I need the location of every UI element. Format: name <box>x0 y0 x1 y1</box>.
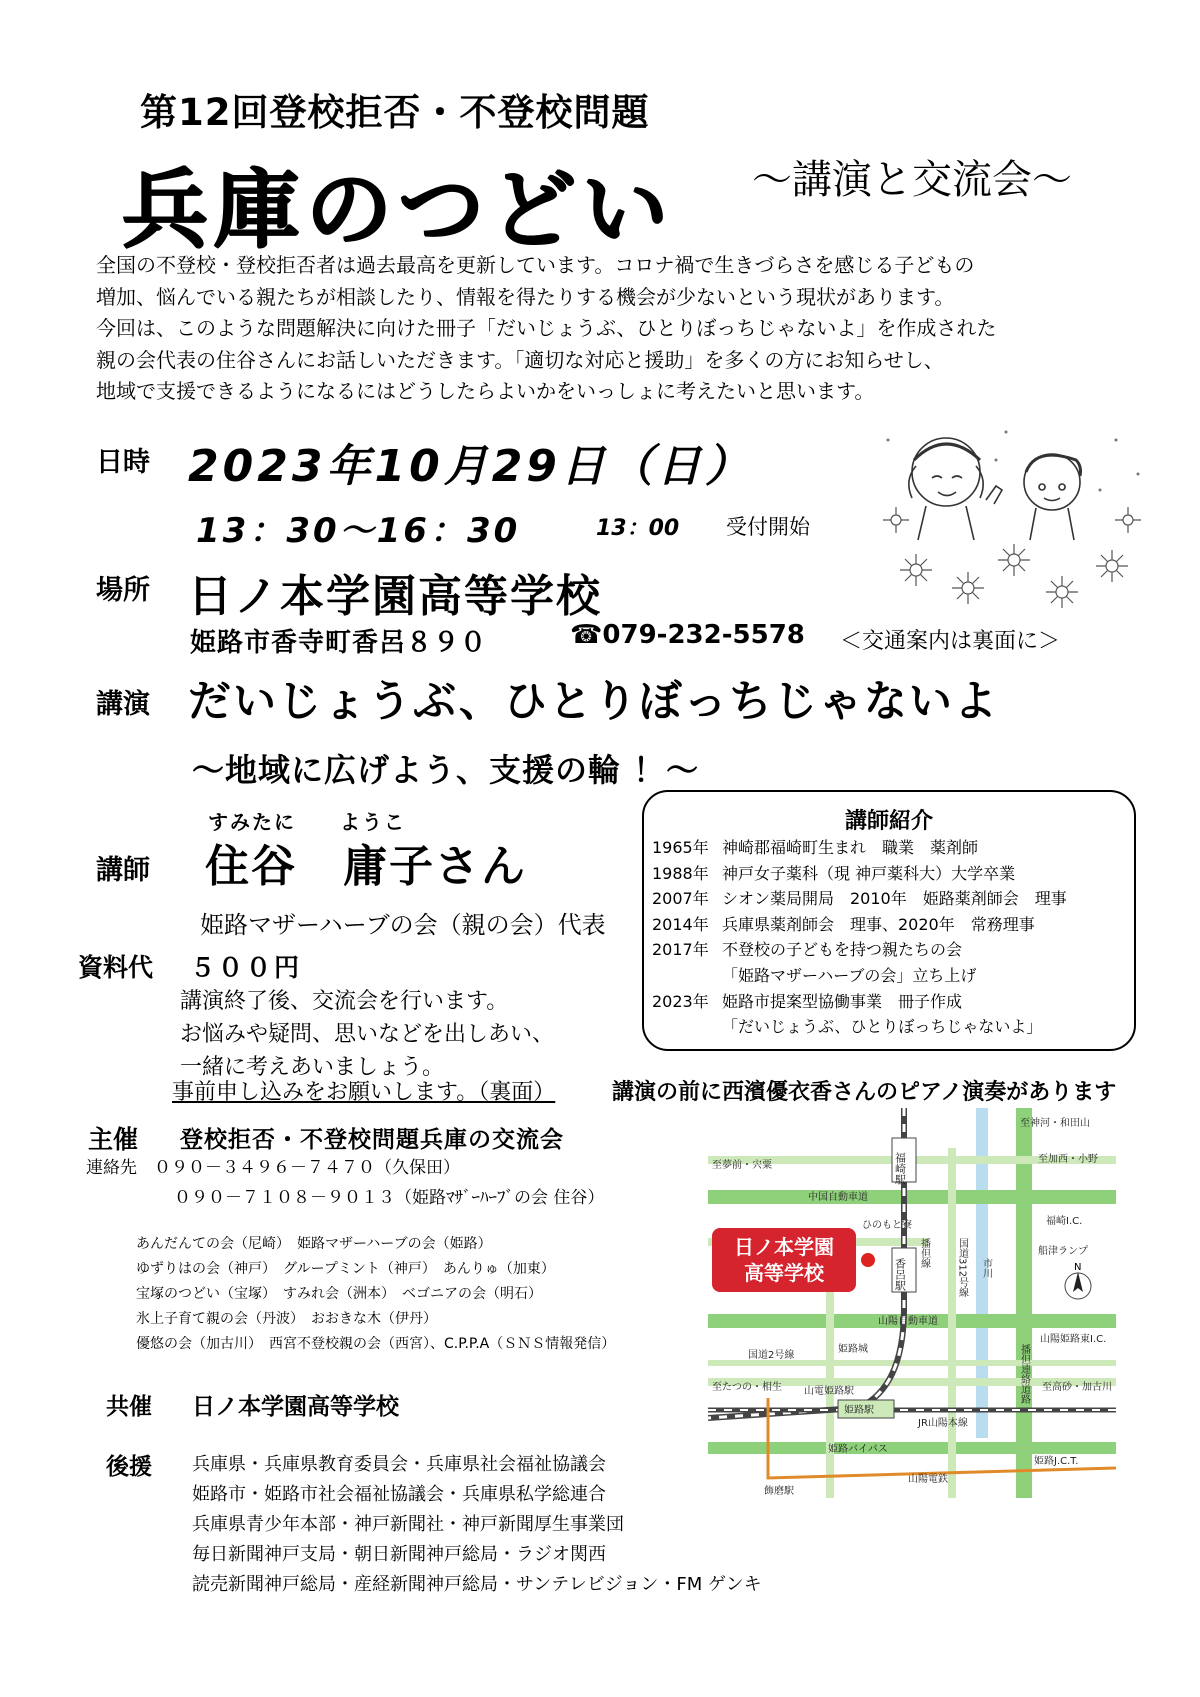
intro-line: 地域で支援できるようになるにはどうしたらよいかをいっしょに考えたいと思います。 <box>96 379 875 403</box>
label-hinomoto-dorm: ひのもと寮 <box>862 1220 912 1231</box>
lecture-subtitle: ～地域に広げよう、支援の輪 ！～ <box>192 751 700 789</box>
profile-year: 1988年 <box>652 863 709 883</box>
label-to-tatsuno: 至たつの・相生 <box>712 1382 782 1393</box>
contact-phone-2: ０９０－７１０８－９０１３（姫路ﾏｻﾞｰﾊｰﾌﾞの会 住谷） <box>174 1188 605 1208</box>
label-shikama-st: 飾磨駅 <box>764 1486 794 1497</box>
label-to-kasai: 至加西・小野 <box>1038 1154 1098 1165</box>
profile-year: 2017年 <box>652 940 709 960</box>
lecture-title: だいじょうぶ、ひとりぼっちじゃないよ <box>188 677 999 727</box>
organizer-label: 主催 <box>88 1125 139 1154</box>
label-route312: 国道312号線 <box>956 1238 968 1298</box>
label-to-yumesaki: 至夢前・宍粟 <box>712 1160 772 1171</box>
children-flowers-illustration <box>876 420 1156 616</box>
support-line: 兵庫県青少年本部・神戸新聞社・神戸新聞厚生事業団 <box>192 1514 624 1535</box>
label-himeji-castle: 姫路城 <box>838 1344 868 1355</box>
intro-line: 今回は、このような問題解決に向けた冊子「だいじょうぶ、ひとりぼっちじゃないよ」を作成された <box>96 316 997 340</box>
label-to-takasago: 至高砂・加古川 <box>1042 1382 1112 1393</box>
profile-year: 2023年 <box>652 991 709 1011</box>
support-list <box>192 1450 762 1600</box>
label-ichikawa: 市川 <box>980 1258 992 1278</box>
speaker-profile-box <box>642 790 1136 1051</box>
group-line: 宝塚のつどい（宝塚） すみれ会（洲本） ベゴニアの会（明石） <box>136 1286 542 1302</box>
profile-row <box>652 835 1067 861</box>
contact-row <box>86 1183 604 1213</box>
label-jr-sanyo: JR山陽本線 <box>918 1418 968 1429</box>
speaker-name: 住谷 庸子さん <box>205 841 527 892</box>
map-school-name: 日ノ本学園 <box>734 1235 834 1259</box>
profile-text: 神崎郡福崎町生まれ 職業 薬剤師 <box>722 838 979 857</box>
fee-amount: ５００円 <box>190 953 303 982</box>
event-date: 2023年10月29日（日） <box>188 441 753 492</box>
venue-address: 姫路市香寺町香呂８９０ <box>190 628 488 658</box>
place-label: 場所 <box>96 575 150 606</box>
contact-block <box>86 1153 604 1213</box>
profile-year: 1965年 <box>652 838 709 857</box>
fee-label: 資料代 <box>78 953 154 982</box>
profile-row <box>652 861 1067 887</box>
organizer-name: 登校拒否・不登校問題兵庫の交流会 <box>180 1127 564 1153</box>
label-himeji-bypass: 姫路バイパス <box>828 1444 888 1455</box>
label-fukusaki-st: 福崎駅 <box>893 1152 907 1185</box>
label-sanyo-electric: 山陽電鉄 <box>908 1474 948 1485</box>
speaker-ruby: すみたに ようこ <box>208 810 406 834</box>
intro-line: 全国の不登校・登校拒否者は過去最高を更新しています。コロナ禍で生きづらさを感じる子どもの <box>96 253 975 277</box>
profile-row <box>652 1014 1067 1040</box>
label-to-kamikawa: 至神河・和田山 <box>1020 1118 1090 1129</box>
fee-line: 講演終了後、交流会を行います。 <box>180 989 509 1014</box>
group-line: 氷上子育て親の会（丹波） おおきな木（伊丹） <box>136 1311 437 1327</box>
label-himeji-st: 姫路駅 <box>844 1405 874 1416</box>
profile-text: シオン薬局開局 2010年 姫路薬剤師会 理事 <box>722 889 1067 909</box>
profile-text: 兵庫県薬剤師会 理事、2020年 常務理事 <box>722 914 1035 934</box>
profile-list <box>652 835 1067 1040</box>
piano-note: 講演の前に西濱優衣香さんのピアノ演奏があります <box>612 1080 1117 1105</box>
map-school-name-2: 高等学校 <box>744 1261 824 1285</box>
event-time: 13：30～16：30 <box>196 511 521 551</box>
support-line: 姫路市・姫路市社会福祉協議会・兵庫県私学総連合 <box>192 1484 606 1505</box>
profile-text: 「だいじょうぶ、ひとりぼっちじゃないよ」 <box>722 1017 1043 1037</box>
north-arrow-icon <box>1073 1272 1083 1292</box>
fee-description <box>180 985 554 1084</box>
profile-text: 「姫路マザーハーブの会」立ち上げ <box>722 965 977 985</box>
profile-row <box>652 989 1067 1015</box>
profile-row <box>652 937 1067 963</box>
group-line: ゆずりはの会（神戸） グループミント（神戸） あんりゅ（加東） <box>136 1261 555 1277</box>
profile-title: 講師紹介 <box>844 809 933 834</box>
label-fukusaki-ic: 福崎I.C. <box>1046 1216 1083 1227</box>
support-line: 兵庫県・兵庫県教育委員会・兵庫県社会福祉協議会 <box>192 1454 606 1475</box>
profile-text: 神戸女子薬科（現 神戸薬科大）大学卒業 <box>722 863 1016 883</box>
school-marker <box>861 1253 875 1267</box>
access-map <box>708 1108 1116 1498</box>
road <box>826 1268 834 1498</box>
apply-note: 事前申し込みをお願いします。（裏面） <box>172 1080 556 1105</box>
label-sanyo-himeji-east: 山陽姫路東I.C. <box>1040 1334 1107 1345</box>
label-funatsu-ramp: 船津ランプ <box>1038 1246 1088 1257</box>
profile-text: 不登校の子どもを持つ親たちの会 <box>722 940 963 960</box>
label-shiomeji-st: 山電姫路駅 <box>804 1386 854 1397</box>
support-line: 読売新聞神戸総局・産経新聞神戸総局・サンテレビジョン・FM ゲンキ <box>192 1574 762 1595</box>
route312-road <box>948 1148 956 1498</box>
label-sanyo-exp: 山陽自動車道 <box>878 1316 938 1327</box>
lecture-label: 講演 <box>96 689 150 720</box>
datetime-label: 日時 <box>96 447 150 478</box>
member-groups <box>136 1232 615 1357</box>
bantan-road <box>1016 1108 1032 1498</box>
group-line: あんだんての会（尼崎） 姫路マザーハーブの会（姫路） <box>136 1236 492 1252</box>
speaker-org: 姫路マザーハーブの会（親の会）代表 <box>200 911 606 939</box>
contact-row <box>86 1153 604 1183</box>
contact-label: 連絡先 <box>86 1158 137 1178</box>
venue-name: 日ノ本学園高等学校 <box>188 571 602 622</box>
cohost-label: 共催 <box>106 1394 152 1420</box>
speaker-label: 講師 <box>96 855 150 886</box>
profile-year: 2007年 <box>652 889 709 909</box>
event-subtitle: 第12回登校拒否・不登校問題 <box>140 91 650 134</box>
profile-row <box>652 912 1067 938</box>
label-chugoku-exp: 中国自動車道 <box>808 1192 868 1203</box>
intro-line: 増加、悩んでいる親たちが相談したり、情報を得たりする機会が少ないという現状があります。 <box>96 284 955 309</box>
label-himeji-jct: 姫路J.C.T. <box>1034 1456 1079 1467</box>
event-title: 兵庫のつどい <box>122 160 674 260</box>
contact-phone-1: ０９０－３４９６－７４７０（久保田） <box>154 1158 460 1178</box>
cohost-name: 日ノ本学園高等学校 <box>192 1394 399 1420</box>
label-bantan-renraku: 播但連絡道路 <box>1018 1344 1030 1404</box>
venue-phone: ☎079-232-5578 <box>570 620 805 650</box>
fee-line: お悩みや疑問、思いなどを出しあい、 <box>180 1022 555 1047</box>
profile-year: 2014年 <box>652 914 709 934</box>
profile-text: 姫路市提案型協働事業 冊子作成 <box>722 991 963 1011</box>
label-kouro-st: 香呂駅 <box>893 1258 907 1291</box>
reception-time: 13：00 <box>596 516 680 541</box>
support-line: 毎日新聞神戸支局・朝日新聞神戸総局・ラジオ関西 <box>192 1544 606 1565</box>
label-bantan-line: 播但線 <box>918 1238 930 1268</box>
label-north: N <box>1074 1262 1082 1273</box>
reception-label: 受付開始 <box>726 515 810 539</box>
profile-row <box>652 963 1067 989</box>
intro-text <box>96 250 1176 408</box>
label-route2: 国道2号線 <box>748 1350 795 1361</box>
intro-line: 親の会代表の住谷さんにお話しいただきます。「適切な対応と援助」を多くの方にお知らせし、 <box>96 347 944 372</box>
profile-row <box>652 886 1067 912</box>
fee-line: 一緒に考えあいましょう。 <box>180 1055 445 1080</box>
access-note: ＜交通案内は裏面に＞ <box>840 629 1061 654</box>
group-line: 優悠の会（加古川） 西宮不登校親の会（西宮）、C.P.P.A（ＳＮＳ情報発信） <box>136 1336 616 1352</box>
chugoku-expressway <box>708 1190 1116 1204</box>
event-title-note: ～講演と交流会～ <box>752 157 1072 203</box>
support-label: 後援 <box>106 1454 152 1480</box>
